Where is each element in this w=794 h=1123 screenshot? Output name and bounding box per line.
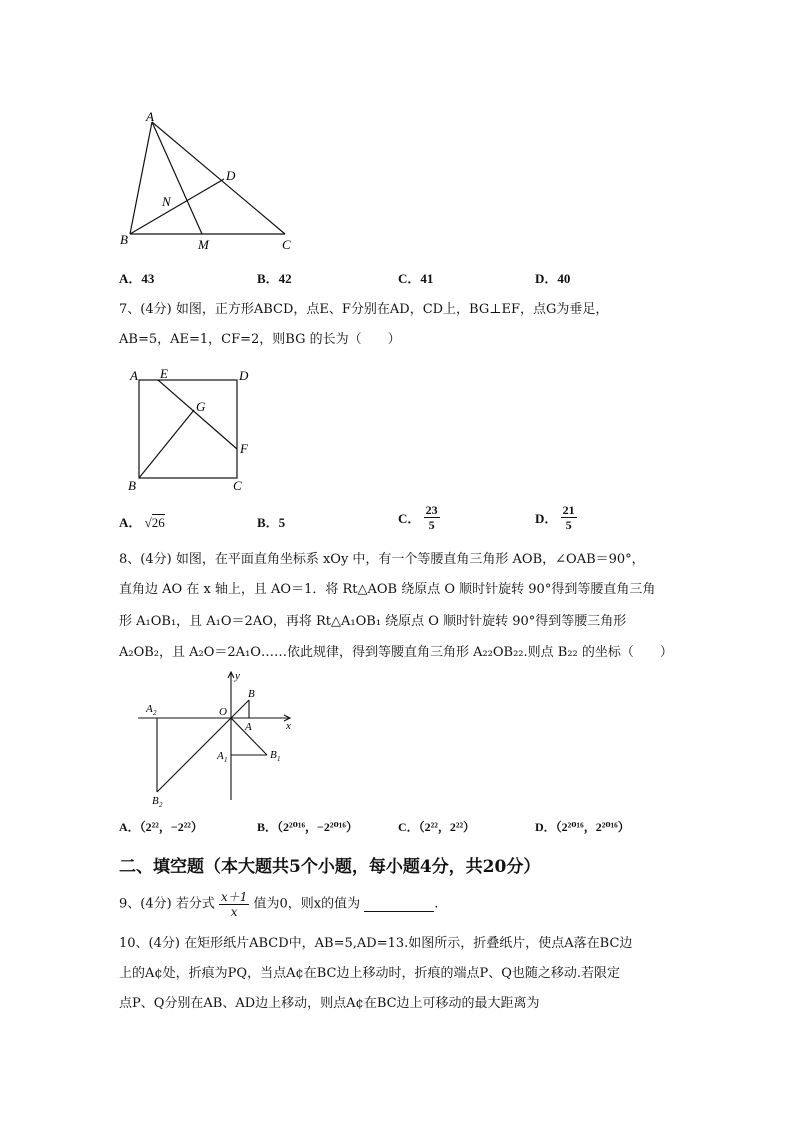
q10-stem-line3: 点P、Q分别在AB、AD边上移动，则点A¢在BC边上可移动的最大距离为 bbox=[119, 996, 540, 1011]
q7-stem-line1: 7、(4分) 如图，正方形ABCD，点E、F分别在AD，CD上，BG⊥EF，点G为垂足， bbox=[119, 302, 609, 317]
q8-stem-line3: 形 A₁OB₁，且 A₁O＝2AO，再将 Rt△A₁OB₁ 绕原点 O 顺时针旋转 90°得到等腰三角形 bbox=[119, 614, 627, 629]
q9-stem bbox=[119, 890, 438, 919]
fraction-numerator: 21 bbox=[562, 503, 575, 517]
q8-option-d[interactable]: D．（2²⁰¹⁶，2²⁰¹⁶） bbox=[535, 820, 630, 834]
q8-stem-line1: 8、(4分) 如图，在平面直角坐标系 xOy 中，有一个等腰直角三角形 AOB，∠OAB＝90°， bbox=[119, 552, 645, 567]
label-b2-sub: 2 bbox=[159, 801, 163, 808]
fraction-numerator: 23 bbox=[425, 503, 438, 517]
fraction-denominator: x bbox=[230, 905, 238, 919]
segment-ef bbox=[158, 380, 237, 449]
q8-option-c[interactable]: C．（2²²，2²²） bbox=[398, 820, 476, 834]
label-a2-sub: 2 bbox=[153, 709, 157, 717]
q7-option-a-prefix: A． bbox=[119, 515, 142, 530]
q7-option-d-fraction bbox=[561, 503, 577, 532]
q6-option-c[interactable]: C．41 bbox=[398, 271, 434, 286]
square-abcd bbox=[139, 380, 237, 478]
q9-end: . bbox=[434, 896, 439, 912]
q10-stem-line1: 10、(4分) 在矩形纸片ABCD中，AB=5,AD=13.如图所示，折叠纸片，使点A落在BC边 bbox=[119, 936, 633, 951]
label-a: A bbox=[245, 721, 252, 733]
label-a2: A bbox=[146, 703, 153, 715]
label-n: N bbox=[162, 194, 171, 209]
q7-option-d-prefix: D． bbox=[535, 511, 558, 526]
q6-option-b[interactable]: B．42 bbox=[257, 271, 292, 286]
label-b: B bbox=[248, 688, 255, 700]
q10-stem-line2: 上的A¢处，折痕为PQ，当点A¢在BC边上移动时，折痕的端点P、Q也随之移动.若限定 bbox=[119, 966, 621, 981]
segment-ab bbox=[130, 122, 152, 234]
q7-figure bbox=[122, 362, 262, 498]
q7-option-d[interactable] bbox=[535, 503, 577, 532]
q7-option-c-fraction bbox=[424, 503, 440, 532]
q8-option-b[interactable]: B．（2²⁰¹⁶，−2²⁰¹⁶） bbox=[257, 820, 358, 834]
label-d: D bbox=[226, 168, 236, 183]
sqrt-symbol: √ bbox=[144, 515, 152, 530]
q9-fraction bbox=[219, 890, 249, 919]
q9-prefix: 9、(4分) 若分式 bbox=[119, 896, 215, 912]
segment-bg bbox=[139, 410, 194, 478]
segment-ac bbox=[152, 122, 285, 234]
label-m: M bbox=[198, 237, 209, 252]
label-y: y bbox=[235, 670, 240, 682]
section-heading: 二、填空题（本大题共5个小题，每小题4分，共20分） bbox=[119, 857, 541, 877]
label-o: O bbox=[219, 706, 227, 718]
label-b2: B bbox=[152, 795, 159, 807]
q7-option-a-radicand: 26 bbox=[151, 515, 165, 530]
fraction-denominator: 5 bbox=[565, 518, 572, 532]
label-b1: B bbox=[270, 749, 277, 761]
label-a1: A bbox=[217, 750, 224, 762]
q6-option-a[interactable]: A．43 bbox=[119, 271, 155, 286]
label-c: C bbox=[282, 237, 291, 252]
q8-figure bbox=[130, 668, 310, 812]
q7-option-c[interactable] bbox=[398, 503, 440, 532]
q9-answer-blank[interactable] bbox=[364, 897, 434, 912]
label-g: G bbox=[196, 399, 206, 414]
q6-option-d[interactable]: D．40 bbox=[535, 271, 571, 286]
q8-option-a[interactable]: A．（2²²，−2²²） bbox=[119, 820, 203, 834]
triangle-diagram bbox=[110, 108, 310, 256]
label-a1-sub: 1 bbox=[224, 756, 228, 764]
q7-option-b[interactable]: B．5 bbox=[257, 515, 286, 530]
label-d: D bbox=[239, 368, 249, 383]
fraction-numerator: x＋1 bbox=[220, 890, 248, 904]
label-x: x bbox=[286, 720, 291, 732]
q9-suffix: 值为0，则x的值为 bbox=[253, 896, 361, 912]
label-a: A bbox=[130, 368, 138, 383]
label-c: C bbox=[233, 478, 242, 493]
label-f: F bbox=[240, 441, 248, 456]
q8-stem-line2: 直角边 AO 在 x 轴上，且 AO＝1．将 Rt△AOB 绕原点 O 顺时针旋转 90°得到等腰直角三角 bbox=[119, 582, 656, 597]
segment-ob bbox=[231, 700, 249, 718]
label-b: B bbox=[120, 232, 128, 247]
square-diagram bbox=[122, 362, 262, 494]
fraction-denominator: 5 bbox=[428, 518, 435, 532]
q6-figure bbox=[110, 108, 310, 260]
segment-bd bbox=[130, 179, 224, 234]
q7-option-a[interactable] bbox=[119, 512, 165, 531]
label-e: E bbox=[160, 366, 168, 381]
label-b1-sub: 1 bbox=[277, 755, 281, 763]
coordinate-diagram bbox=[130, 668, 310, 808]
q7-option-c-prefix: C． bbox=[398, 511, 421, 526]
q8-stem-line4: A₂OB₂，且 A₂O＝2A₁O……依此规律，得到等腰直角三角形 A₂₂OB₂₂.则点 B₂₂ 的坐标（ ） bbox=[119, 645, 673, 660]
q7-stem-line2: AB=5，AE=1，CF=2，则BG 的长为（ ） bbox=[119, 332, 401, 347]
label-a: A bbox=[146, 109, 154, 124]
label-b: B bbox=[128, 478, 136, 493]
